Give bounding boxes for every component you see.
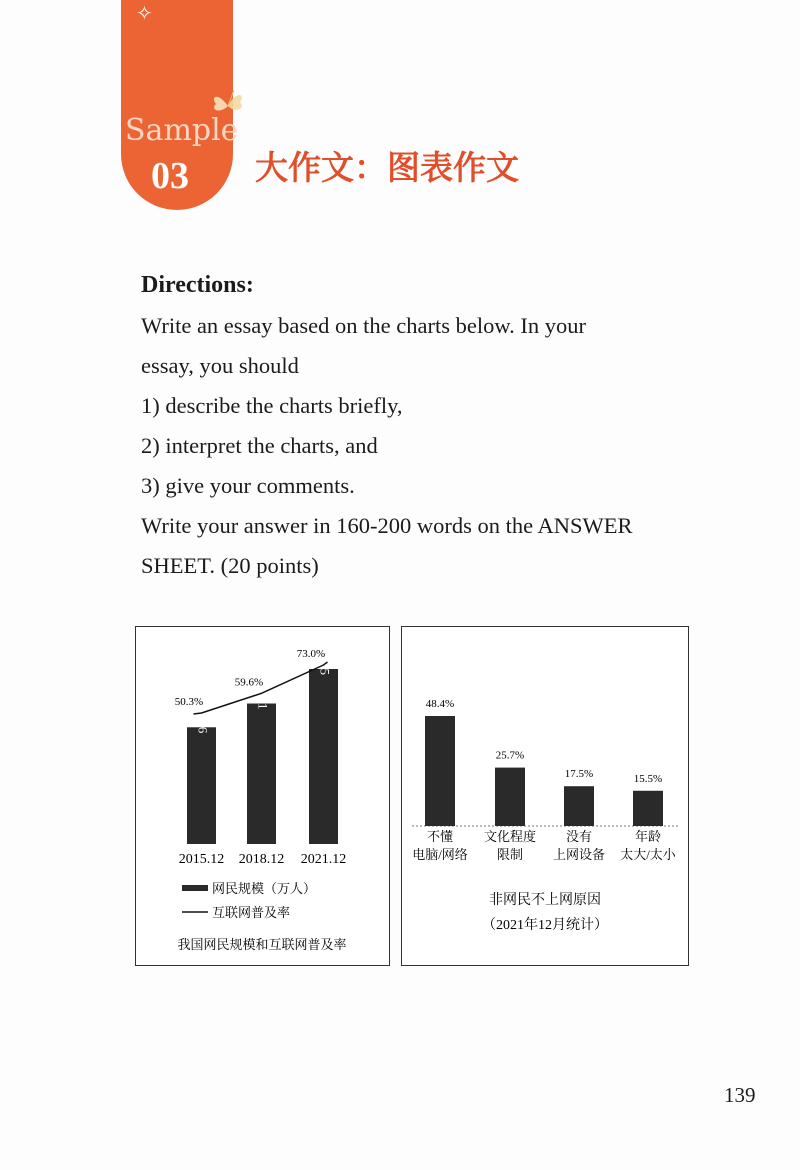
x-tick-label: 上网设备	[552, 847, 606, 862]
x-tick-label: 2021.12	[300, 852, 347, 867]
bar	[187, 727, 216, 844]
sparkle-icon: ✧	[136, 3, 153, 25]
x-tick-label: 电脑/网络	[412, 847, 468, 862]
bar	[633, 791, 663, 826]
sample-label: Sample	[125, 113, 239, 148]
chart-non-user-reasons	[401, 626, 689, 966]
chart-internet-users	[135, 626, 390, 966]
x-tick-label: 2015.12	[178, 852, 225, 867]
directions-line: 1) describe the charts briefly,	[141, 393, 403, 418]
x-tick-label: 没有	[565, 829, 593, 844]
x-tick-label: 2018.12	[238, 852, 285, 867]
bar	[309, 669, 338, 844]
bar	[425, 716, 455, 826]
legend-bar-swatch	[182, 885, 208, 891]
legend-line-label: 互联网普及率	[212, 905, 291, 920]
bar	[247, 703, 276, 844]
directions-heading: Directions:	[141, 272, 254, 298]
bar	[495, 768, 525, 826]
rate-label: 59.6%	[234, 676, 264, 689]
bar-value-label: 82,851	[255, 673, 271, 710]
directions-line: Write an essay based on the charts below. In your	[141, 313, 586, 338]
bar-value-label: 17.5%	[564, 768, 594, 781]
directions-line: 2) interpret the charts, and	[141, 433, 378, 458]
legend-bar-label: 网民规模（万人）	[212, 881, 317, 896]
directions-line: 3) give your comments.	[141, 473, 355, 498]
bar-value-label: 15.5%	[633, 772, 663, 785]
bar-value-label: 48.4%	[425, 698, 455, 710]
chart-internet-users-svg	[136, 627, 389, 965]
directions-line: Write your answer in 160-200 words on the ANSWER	[141, 513, 633, 538]
sample-number: 03	[151, 155, 189, 197]
bar-value-label: 103,195	[317, 632, 333, 675]
rate-label: 50.3%	[174, 696, 204, 708]
chart-title: 我国网民规模和互联网普及率	[177, 937, 347, 952]
bar-value-label: 68,826	[195, 697, 211, 734]
directions-line: essay, you should	[141, 353, 299, 378]
directions-line: SHEET. (20 points)	[141, 553, 319, 578]
bar-value-label: 25.7%	[495, 749, 525, 762]
x-tick-label: 文化程度	[483, 829, 537, 844]
x-tick-label: 限制	[496, 847, 524, 862]
section-title: 大作文：图表作文	[255, 148, 519, 187]
chart-subtitle: （2021年12月统计）	[482, 918, 608, 933]
chart-non-user-reasons-svg	[402, 627, 688, 965]
rate-label: 73.0%	[296, 648, 326, 660]
x-tick-label: 太大/太小	[620, 847, 676, 862]
page-number: 139	[724, 1083, 756, 1107]
x-tick-label: 不懂	[426, 829, 454, 844]
chart-title: 非网民不上网原因	[489, 893, 601, 908]
bar	[564, 786, 594, 826]
x-tick-label: 年龄	[634, 829, 662, 844]
